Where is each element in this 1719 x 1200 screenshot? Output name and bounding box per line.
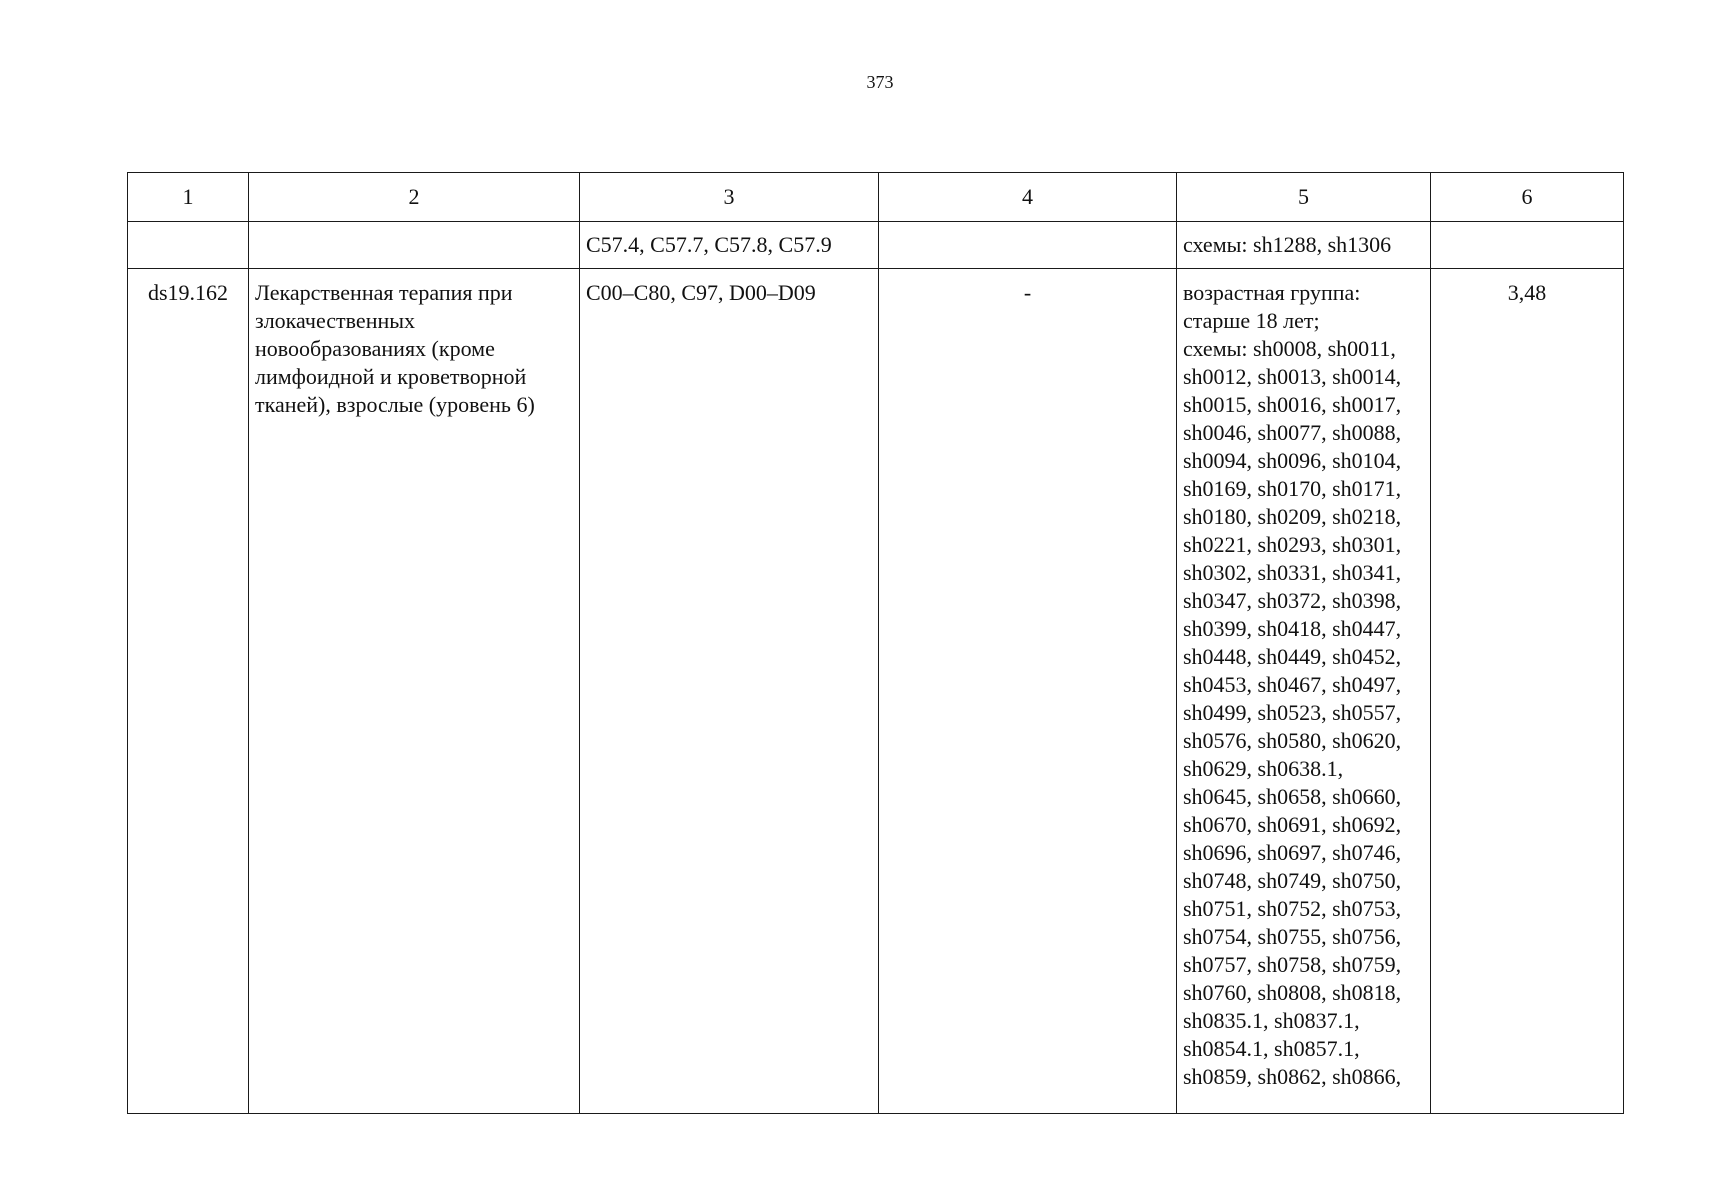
criteria-line: sh0859, sh0862, sh0866, xyxy=(1183,1064,1402,1089)
criteria-line: sh0221, sh0293, sh0301, xyxy=(1183,532,1402,557)
criteria-line: sh0576, sh0580, sh0620, xyxy=(1183,728,1402,753)
continuation-row xyxy=(128,222,1624,269)
criteria-line: sh0399, sh0418, sh0447, xyxy=(1183,616,1402,641)
page-number: 373 xyxy=(866,72,894,92)
criteria-line: sh0757, sh0758, sh0759, xyxy=(1183,952,1402,977)
criteria-line: sh0670, sh0691, sh0692, xyxy=(1183,812,1402,837)
cont-criteria-cell: схемы: sh1288, sh1306 xyxy=(1177,222,1431,269)
criteria-line: sh0645, sh0658, sh0660, xyxy=(1183,784,1402,809)
cont-diagnoses-cell: C57.4, C57.7, C57.8, C57.9 xyxy=(580,222,879,269)
criteria-line: sh0012, sh0013, sh0014, xyxy=(1183,364,1402,389)
header-cell: 4 xyxy=(879,173,1177,222)
name-cell: Лекарственная терапия при злокачественных новообразованиях (кроме лимфоидной и кроветворной тканей), взрослые (уровень 6) xyxy=(249,269,580,1114)
criteria-line: sh0046, sh0077, sh0088, xyxy=(1183,420,1402,445)
header-cell: 5 xyxy=(1177,173,1431,222)
criteria-line: возрастная группа: xyxy=(1183,280,1361,305)
criteria-line: схемы: sh0008, sh0011, xyxy=(1183,336,1396,361)
criteria-lines xyxy=(1183,279,1424,1091)
criteria-line: sh0453, sh0467, sh0497, xyxy=(1183,672,1402,697)
criteria-line: sh0499, sh0523, sh0557, xyxy=(1183,700,1402,725)
criteria-line: sh0302, sh0331, sh0341, xyxy=(1183,560,1402,585)
cont-cell-empty xyxy=(879,222,1177,269)
header-cell: 3 xyxy=(580,173,879,222)
criteria-line: sh0751, sh0752, sh0753, xyxy=(1183,896,1402,921)
code-cell: ds19.162 xyxy=(128,269,249,1114)
criteria-line: sh0835.1, sh0837.1, xyxy=(1183,1008,1360,1033)
criteria-line: sh0347, sh0372, sh0398, xyxy=(1183,588,1402,613)
criteria-line: sh0754, sh0755, sh0756, xyxy=(1183,924,1402,949)
table-row xyxy=(128,269,1624,1114)
criteria-line: sh0760, sh0808, sh0818, xyxy=(1183,980,1402,1005)
criteria-line: sh0854.1, sh0857.1, xyxy=(1183,1036,1360,1061)
criteria-line: sh0448, sh0449, sh0452, xyxy=(1183,644,1402,669)
cont-cell-empty xyxy=(249,222,580,269)
coefficient-cell: 3,48 xyxy=(1431,269,1624,1114)
criteria-line: sh0696, sh0697, sh0746, xyxy=(1183,840,1402,865)
header-row xyxy=(128,173,1624,222)
criteria-line: sh0180, sh0209, sh0218, xyxy=(1183,504,1402,529)
diagnoses-cell: C00–C80, C97, D00–D09 xyxy=(580,269,879,1114)
cont-cell-empty xyxy=(1431,222,1624,269)
criteria-line: sh0629, sh0638.1, xyxy=(1183,756,1344,781)
criteria-line: sh0094, sh0096, sh0104, xyxy=(1183,448,1402,473)
criteria-line: старше 18 лет; xyxy=(1183,308,1320,333)
col4-cell: - xyxy=(879,269,1177,1114)
header-cell: 1 xyxy=(128,173,249,222)
criteria-line: sh0015, sh0016, sh0017, xyxy=(1183,392,1402,417)
cont-cell-empty xyxy=(128,222,249,269)
criteria-line: sh0748, sh0749, sh0750, xyxy=(1183,868,1402,893)
criteria-line: sh0169, sh0170, sh0171, xyxy=(1183,476,1402,501)
data-table xyxy=(127,172,1624,1114)
criteria-cell xyxy=(1177,269,1431,1114)
header-cell: 2 xyxy=(249,173,580,222)
header-cell: 6 xyxy=(1431,173,1624,222)
